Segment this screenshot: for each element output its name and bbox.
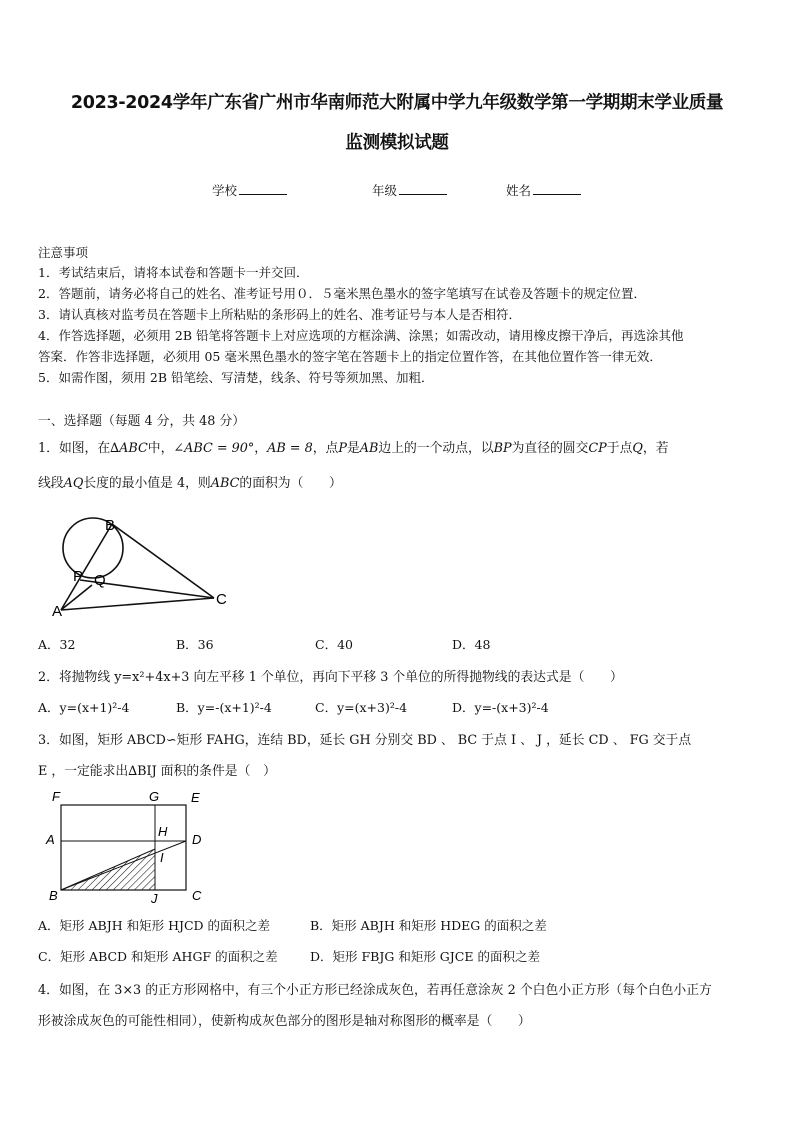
exam-title-line2: 监测模拟试题 bbox=[345, 133, 449, 153]
q1-figure bbox=[50, 512, 240, 622]
q3-label-A: A bbox=[46, 832, 55, 847]
notice-heading: 注意事项 bbox=[38, 245, 89, 260]
q2-text: 2．将抛物线 y=x²+4x+3 向左平移 1 个单位，再向下平移 3 个单位的所得抛物线的表达式是（ ） bbox=[38, 670, 623, 685]
q3-label-H: H bbox=[158, 824, 168, 839]
q1-line-aq bbox=[61, 585, 92, 610]
q2-option-c[interactable]: C．y=(x+3)²-4 bbox=[315, 700, 408, 715]
q1-label-A: A bbox=[52, 603, 63, 620]
notice-item-3: 3．请认真核对监考员在答题卡上所粘贴的条形码上的姓名、准考证号与本人是否相符． bbox=[38, 307, 521, 322]
q3-option-a[interactable]: A．矩形 ABJH 和矩形 HJCD 的面积之差 bbox=[38, 918, 271, 933]
q3-label-E: E bbox=[191, 790, 200, 805]
q1-line1: 1．如图，在∆ABC中，∠ABC = 90°，AB = 8，点P是AB边上的一个动点，以BP为直径的圆交CP于点Q，若 bbox=[38, 441, 669, 456]
q3-label-J: J bbox=[151, 891, 158, 904]
q3-label-B: B bbox=[49, 888, 58, 903]
q3-shaded-triangle bbox=[61, 849, 155, 890]
q3-option-c[interactable]: C．矩形 ABCD 和矩形 AHGF 的面积之差 bbox=[38, 949, 278, 964]
q3-line2: E ，一定能求出∆BIJ 面积的条件是（ ） bbox=[38, 764, 276, 779]
q1-label-C: C bbox=[216, 591, 227, 608]
q4-line1: 4．如图，在 3×3 的正方形网格中，有三个小正方形已经涂成灰色，若再任意涂灰 2 个白色小正方形（每个白色小正方 bbox=[38, 983, 712, 998]
q1-label-P: P bbox=[73, 568, 84, 585]
notice-item-5: 5．如需作图，须用 2B 铅笔绘、写清楚，线条、符号等须加黑、加粗． bbox=[38, 370, 434, 385]
q1-option-c[interactable]: C．40 bbox=[315, 637, 353, 652]
q1-option-d[interactable]: D．48 bbox=[452, 637, 491, 652]
q3-figure bbox=[40, 786, 220, 904]
q2-option-a[interactable]: A．y=(x+1)²-4 bbox=[38, 700, 130, 715]
notice-item-4-cont: 答案．作答非选择题，必须用 05 毫米黑色墨水的签字笔在答题卡上的指定位置作答，在其他位置作答一律无效． bbox=[38, 349, 662, 364]
q1-line-ac bbox=[61, 598, 214, 610]
q4-line2: 形被涂成灰色的可能性相同），使新构成灰色部分的图形是轴对称图形的概率是（ ） bbox=[38, 1014, 531, 1029]
q3-option-d[interactable]: D．矩形 FBJG 和矩形 GJCE 的面积之差 bbox=[310, 949, 540, 964]
q1-line-ab bbox=[61, 524, 112, 610]
q3-line1: 3．如图，矩形 ABCD∽矩形 FAHG，连结 BD，延长 GH 分别交 BD 、 BC 于点 I 、 J ，延长 CD 、 FG 交于点 bbox=[38, 733, 692, 748]
notice-item-1: 1．考试结束后，请将本试卷和答题卡一并交回． bbox=[38, 265, 309, 280]
q2-option-d[interactable]: D．y=-(x+3)²-4 bbox=[452, 700, 549, 715]
notice-item-4: 4．作答选择题，必须用 2B 铅笔将答题卡上对应选项的方框涂满、涂黑；如需改动，请用橡皮擦干净后，再选涂其他 bbox=[38, 328, 684, 343]
q3-label-I: I bbox=[160, 850, 164, 865]
q3-option-b[interactable]: B．矩形 ABJH 和矩形 HDEG 的面积之差 bbox=[310, 918, 547, 933]
grade-field[interactable]: 年级 bbox=[372, 181, 447, 199]
q1-option-a[interactable]: A．32 bbox=[38, 637, 76, 652]
school-field[interactable]: 学校 bbox=[212, 181, 287, 199]
q3-label-D: D bbox=[192, 832, 202, 847]
q1-option-b[interactable]: B．36 bbox=[176, 637, 214, 652]
exam-title-line1: 2023-2024学年广东省广州市华南师范大附属中学九年级数学第一学期期末学业质量 bbox=[70, 93, 724, 113]
q1-label-Q: Q bbox=[94, 572, 106, 589]
section-heading: 一、选择题（每题 4 分，共 48 分） bbox=[38, 414, 246, 429]
q3-label-F: F bbox=[52, 789, 60, 804]
q1-line2: 线段AQ长度的最小值是 4，则ABC的面积为（ ） bbox=[38, 476, 342, 491]
q3-label-C: C bbox=[192, 888, 202, 903]
name-field[interactable]: 姓名 bbox=[506, 181, 581, 199]
q2-option-b[interactable]: B．y=-(x+1)²-4 bbox=[176, 700, 272, 715]
q3-label-G: G bbox=[149, 789, 160, 804]
notice-item-2: 2．答题前，请务必将自己的姓名、准考证号用０．５毫米黑色墨水的签字笔填写在试卷及答题卡的规定位置． bbox=[38, 286, 646, 301]
q1-label-B: B bbox=[105, 517, 116, 534]
